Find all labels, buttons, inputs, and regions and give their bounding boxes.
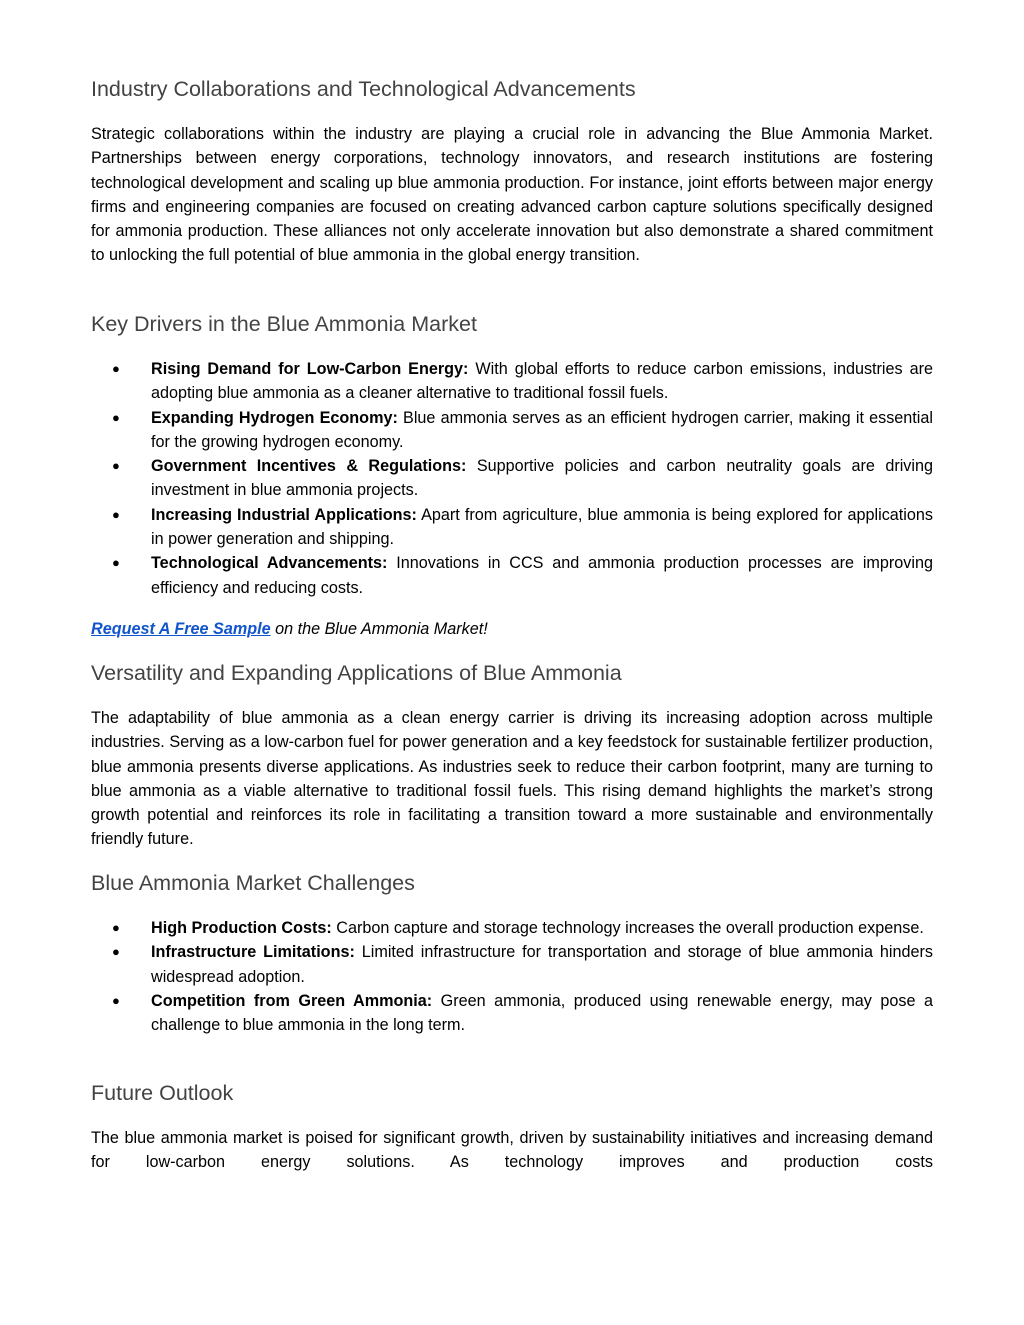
bullet-icon: ● bbox=[112, 361, 120, 376]
list-item-driver-2 bbox=[91, 406, 933, 455]
request-sample-rest-text: on the Blue Ammonia Market! bbox=[270, 620, 488, 638]
list-item-term: Competition from Green Ammonia: bbox=[151, 991, 433, 1010]
paragraph-future-outlook: The blue ammonia market is poised for significant growth, driven by sustainability initiatives and increasing demand for low-carbon energy solutions. As technology improves and production costs bbox=[91, 1129, 933, 1172]
key-drivers-list bbox=[91, 357, 933, 600]
heading-challenges: Blue Ammonia Market Challenges bbox=[91, 871, 415, 895]
bullet-icon: ● bbox=[112, 506, 120, 522]
list-item-driver-5 bbox=[91, 551, 933, 600]
list-item-driver-3 bbox=[91, 454, 933, 503]
list-item-text: Supportive policies and carbon neutrality goals are driving investment in blue ammonia projects. bbox=[151, 457, 933, 500]
challenges-list bbox=[91, 916, 933, 1037]
bullet-icon: ● bbox=[112, 920, 120, 935]
bullet-icon: ● bbox=[112, 555, 120, 571]
heading-versatility: Versatility and Expanding Applications of Blue Ammonia bbox=[91, 661, 622, 685]
request-sample-line bbox=[91, 617, 488, 641]
list-item-text: With global efforts to reduce carbon emissions, industries are adopting blue ammonia as a cleaner alternative to traditional fossil fuels. bbox=[151, 360, 933, 403]
bullet-icon: ● bbox=[112, 992, 120, 1008]
list-item-text: Carbon capture and storage technology increases the overall production expense. bbox=[331, 919, 924, 937]
list-item-challenge-1 bbox=[91, 916, 933, 940]
list-item-text: Green ammonia, produced using renewable energy, may pose a challenge to blue ammonia in the long term. bbox=[151, 991, 933, 1035]
list-item-text: Blue ammonia serves as an efficient hydrogen carrier, making it essential for the growing hydrogen economy. bbox=[151, 408, 933, 451]
list-item-term: Increasing Industrial Applications: bbox=[151, 505, 417, 524]
heading-future-outlook: Future Outlook bbox=[91, 1081, 234, 1105]
list-item-term: Technological Advancements: bbox=[151, 554, 388, 573]
bullet-icon: ● bbox=[112, 409, 120, 425]
paragraph-versatility: The adaptability of blue ammonia as a clean energy carrier is driving its increasing adoption across multiple industries. Serving as a low-carbon fuel for power generation and a key feedstock for sustainable fertilizer production, blue ammonia presents diverse applications. As industries seek to reduce their carbon footprint, many are turning to blue ammonia as a viable alternative to traditional fossil fuels. This rising demand highlights the market’s strong growth potential and reinforces its role in facilitating a transition toward a more sustainable and environmentally friendly future. bbox=[91, 709, 933, 849]
request-sample-link[interactable]: Request A Free Sample bbox=[91, 620, 271, 638]
list-item-text: Apart from agriculture, blue ammonia is being explored for applications in power generation and shipping. bbox=[151, 505, 933, 549]
list-item-driver-1 bbox=[91, 357, 933, 406]
bullet-icon: ● bbox=[112, 944, 120, 960]
heading-industry-collaborations: Industry Collaborations and Technological Advancements bbox=[91, 77, 636, 101]
list-item-text: Limited infrastructure for transportation and storage of blue ammonia hinders widespread adoption. bbox=[151, 943, 934, 986]
list-item-term: Government Incentives & Regulations: bbox=[151, 457, 467, 476]
bullet-icon: ● bbox=[112, 458, 120, 474]
list-item-text: Innovations in CCS and ammonia production processes are improving efficiency and reducing costs. bbox=[151, 554, 933, 597]
list-item-challenge-3 bbox=[91, 989, 933, 1038]
paragraph-industry-collaborations: Strategic collaborations within the industry are playing a crucial role in advancing the Blue Ammonia Market. Partnerships between energy corporations, technology innovators, and research institutions are fostering technological development and scaling up blue ammonia production. For instance, joint efforts between major energy firms and engineering companies are focused on creating advanced carbon capture solutions specifically designed for ammonia production. These alliances not only accelerate innovation but also demonstrate a shared commitment to unlocking the full potential of blue ammonia in the global energy transition. bbox=[91, 125, 933, 265]
list-item-driver-4 bbox=[91, 503, 933, 552]
list-item-term: High Production Costs: bbox=[151, 919, 332, 937]
heading-key-drivers: Key Drivers in the Blue Ammonia Market bbox=[91, 312, 477, 336]
list-item-term: Expanding Hydrogen Economy: bbox=[151, 408, 398, 427]
list-item-term: Rising Demand for Low-Carbon Energy: bbox=[151, 360, 469, 378]
list-item-term: Infrastructure Limitations: bbox=[151, 943, 355, 962]
list-item-challenge-2 bbox=[91, 940, 933, 989]
